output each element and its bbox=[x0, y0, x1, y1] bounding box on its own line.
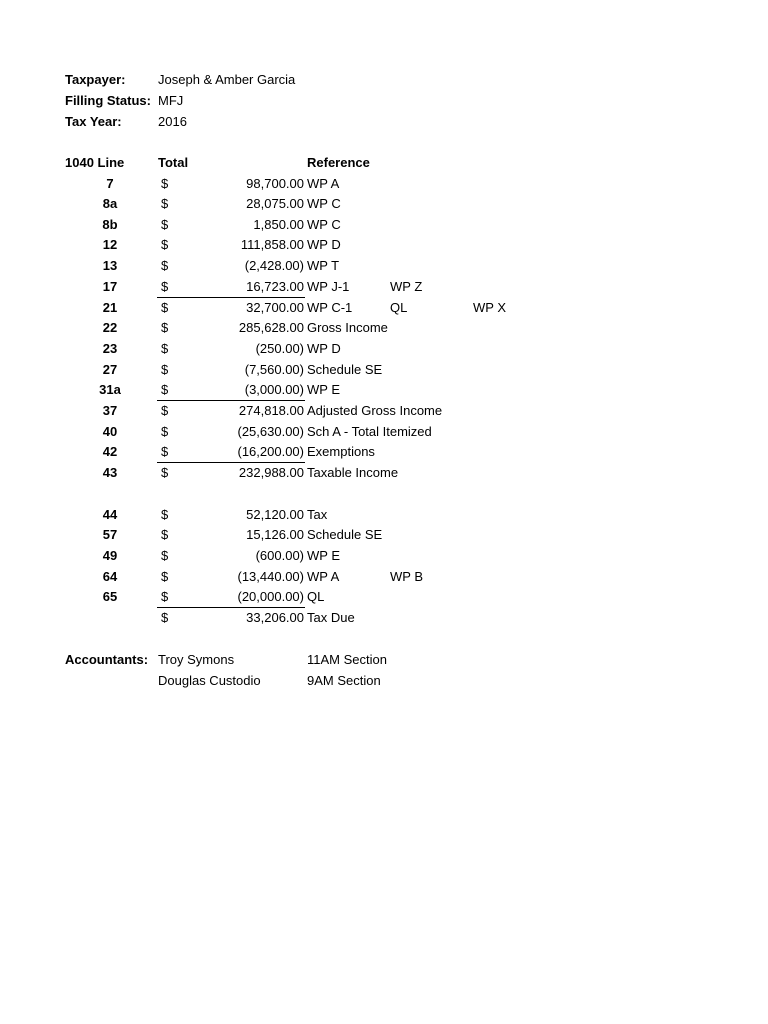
line-number: 12 bbox=[102, 237, 118, 252]
table-row bbox=[0, 463, 768, 484]
table-row bbox=[0, 174, 768, 195]
currency-symbol: $ bbox=[161, 403, 169, 418]
column-header-line: 1040 Line bbox=[65, 155, 125, 170]
amount: (25,630.00) bbox=[237, 424, 304, 439]
reference: Sch A - Total Itemized bbox=[307, 424, 432, 439]
reference-secondary: WP B bbox=[390, 569, 423, 584]
reference: Exemptions bbox=[307, 444, 375, 459]
amount: 28,075.00 bbox=[246, 196, 304, 211]
currency-symbol: $ bbox=[161, 424, 169, 439]
taxpayer-label: Taxpayer: bbox=[65, 72, 126, 87]
filing-status-value: MFJ bbox=[158, 93, 184, 108]
table-row bbox=[0, 277, 768, 298]
currency-symbol: $ bbox=[161, 444, 169, 459]
amount: (2,428.00) bbox=[244, 258, 304, 273]
amount: (250.00) bbox=[255, 341, 304, 356]
table-row bbox=[0, 567, 768, 588]
currency-symbol: $ bbox=[161, 382, 169, 397]
reference: WP J-1 bbox=[307, 279, 350, 294]
line-number: 37 bbox=[102, 403, 118, 418]
table-row bbox=[0, 339, 768, 360]
amount: 1,850.00 bbox=[253, 217, 304, 232]
currency-symbol: $ bbox=[161, 196, 169, 211]
accountant-section: 11AM Section bbox=[307, 652, 387, 667]
table-row bbox=[0, 546, 768, 567]
currency-symbol: $ bbox=[161, 507, 169, 522]
amount: (16,200.00) bbox=[237, 444, 304, 459]
table-row bbox=[0, 360, 768, 381]
line-number: 49 bbox=[102, 548, 118, 563]
table-row bbox=[0, 298, 768, 319]
reference: WP A bbox=[307, 176, 340, 191]
currency-symbol: $ bbox=[161, 569, 169, 584]
line-number: 8a bbox=[102, 196, 118, 211]
tax-year-row bbox=[0, 112, 768, 133]
taxpayer-value: Joseph & Amber Garcia bbox=[158, 72, 296, 87]
table-row bbox=[0, 235, 768, 256]
table-row bbox=[0, 380, 768, 401]
amount: (7,560.00) bbox=[244, 362, 304, 377]
currency-symbol: $ bbox=[161, 548, 169, 563]
reference: WP E bbox=[307, 382, 340, 397]
table-header bbox=[0, 153, 768, 174]
amount: 16,723.00 bbox=[246, 279, 304, 294]
table-row bbox=[0, 525, 768, 546]
table-row bbox=[0, 442, 768, 463]
line-number: 57 bbox=[102, 527, 118, 542]
currency-symbol: $ bbox=[161, 300, 169, 315]
currency-symbol: $ bbox=[161, 589, 169, 604]
line-number: 31a bbox=[99, 382, 121, 397]
reference-secondary: WP Z bbox=[390, 279, 423, 294]
line-number: 8b bbox=[102, 217, 118, 232]
amount: (3,000.00) bbox=[244, 382, 304, 397]
amount: (20,000.00) bbox=[237, 589, 304, 604]
accountant-name: Troy Symons bbox=[158, 652, 235, 667]
accountant-row bbox=[0, 650, 768, 671]
reference: Tax Due bbox=[307, 610, 355, 625]
amount: 274,818.00 bbox=[238, 403, 304, 418]
accountant-row bbox=[0, 671, 768, 692]
tax-year-value: 2016 bbox=[158, 114, 187, 129]
currency-symbol: $ bbox=[161, 320, 169, 335]
reference: WP D bbox=[307, 341, 341, 356]
reference: WP A bbox=[307, 569, 340, 584]
amount: 32,700.00 bbox=[246, 300, 304, 315]
table-row bbox=[0, 401, 768, 422]
table-row bbox=[0, 318, 768, 339]
column-header-total: Total bbox=[158, 155, 189, 170]
currency-symbol: $ bbox=[161, 341, 169, 356]
reference: QL bbox=[307, 589, 325, 604]
amount: 98,700.00 bbox=[246, 176, 304, 191]
line-number: 27 bbox=[102, 362, 118, 377]
taxpayer-row bbox=[0, 70, 768, 91]
amount: 52,120.00 bbox=[246, 507, 304, 522]
amount: 285,628.00 bbox=[238, 320, 304, 335]
reference: WP D bbox=[307, 237, 341, 252]
line-number: 64 bbox=[102, 569, 118, 584]
reference: Adjusted Gross Income bbox=[307, 403, 443, 418]
table-row bbox=[0, 422, 768, 443]
filing-status-row bbox=[0, 91, 768, 112]
accountant-section: 9AM Section bbox=[307, 673, 381, 688]
line-number: 44 bbox=[102, 507, 118, 522]
filing-status-label: Filling Status: bbox=[65, 93, 151, 108]
currency-symbol: $ bbox=[161, 362, 169, 377]
line-number: 42 bbox=[102, 444, 118, 459]
line-number: 22 bbox=[102, 320, 118, 335]
table-row bbox=[0, 194, 768, 215]
currency-symbol: $ bbox=[161, 279, 169, 294]
line-number: 21 bbox=[102, 300, 118, 315]
line-number: 43 bbox=[102, 465, 118, 480]
table-row bbox=[0, 587, 768, 608]
currency-symbol: $ bbox=[161, 610, 169, 625]
line-number: 13 bbox=[102, 258, 118, 273]
amount: (600.00) bbox=[255, 548, 304, 563]
line-number: 17 bbox=[102, 279, 118, 294]
table-row bbox=[0, 505, 768, 526]
tax-year-label: Tax Year: bbox=[65, 114, 122, 129]
accountant-name: Douglas Custodio bbox=[158, 673, 261, 688]
amount: 111,858.00 bbox=[240, 237, 304, 252]
currency-symbol: $ bbox=[161, 217, 169, 232]
reference: WP C-1 bbox=[307, 300, 353, 315]
reference: Schedule SE bbox=[307, 362, 383, 377]
line-number: 65 bbox=[102, 589, 118, 604]
reference: WP C bbox=[307, 196, 341, 211]
currency-symbol: $ bbox=[161, 237, 169, 252]
currency-symbol: $ bbox=[161, 465, 169, 480]
reference-secondary: QL bbox=[390, 300, 408, 315]
column-header-reference: Reference bbox=[307, 155, 370, 170]
line-number: 40 bbox=[102, 424, 118, 439]
reference: Schedule SE bbox=[307, 527, 383, 542]
table-row bbox=[0, 256, 768, 277]
amount: (13,440.00) bbox=[237, 569, 304, 584]
reference: Gross Income bbox=[307, 320, 388, 335]
line-number: 7 bbox=[106, 176, 114, 191]
currency-symbol: $ bbox=[161, 527, 169, 542]
amount: 232,988.00 bbox=[238, 465, 304, 480]
reference: Tax bbox=[307, 507, 328, 522]
reference: WP E bbox=[307, 548, 340, 563]
amount: 33,206.00 bbox=[246, 610, 304, 625]
line-number: 23 bbox=[102, 341, 118, 356]
reference: WP T bbox=[307, 258, 340, 273]
accountants-label: Accountants: bbox=[65, 652, 149, 667]
table-row bbox=[0, 608, 768, 629]
table-row bbox=[0, 215, 768, 236]
currency-symbol: $ bbox=[161, 258, 169, 273]
reference-tertiary: WP X bbox=[473, 300, 506, 315]
amount: 15,126.00 bbox=[246, 527, 304, 542]
currency-symbol: $ bbox=[161, 176, 169, 191]
reference: WP C bbox=[307, 217, 341, 232]
reference: Taxable Income bbox=[307, 465, 399, 480]
